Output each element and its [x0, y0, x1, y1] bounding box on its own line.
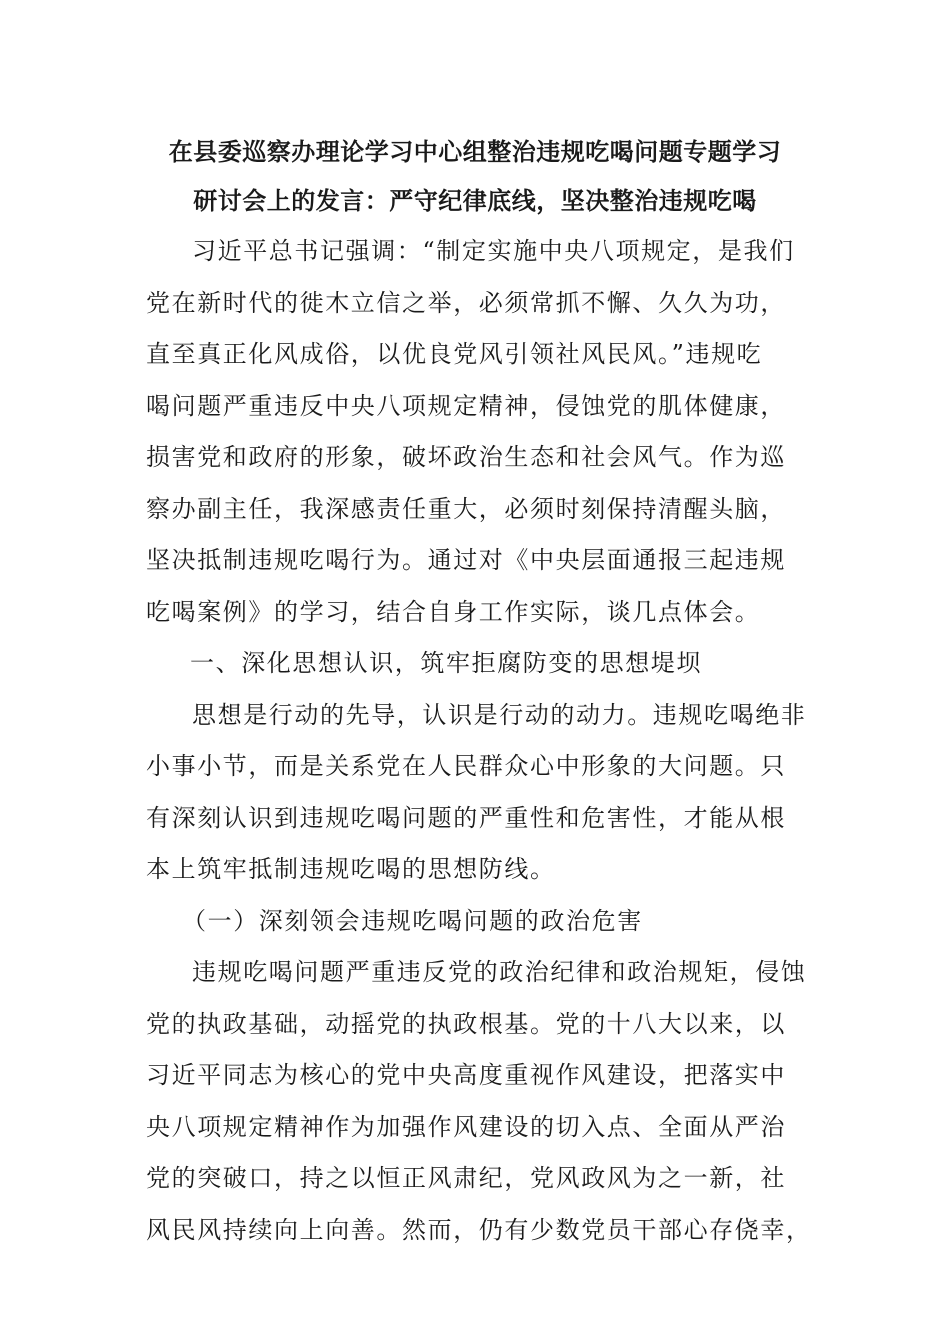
paragraph-2-line: 本上筑牢抵制违规吃喝的思想防线。: [146, 855, 556, 883]
document-body: [146, 226, 810, 1256]
paragraph-1-line: 喝问题严重违反中央八项规定精神，侵蚀党的肌体健康，: [146, 391, 786, 420]
paragraph-1-line: 吃喝案例》的学习，结合自身工作实际，谈几点体会。: [146, 597, 761, 626]
paragraph-1-line: 习近平总书记强调：“制定实施中央八项规定，是我们: [192, 237, 795, 265]
section-heading-1: 一、深化思想认识，筑牢拒腐防变的思想堤坝: [190, 649, 702, 677]
paragraph-3-line: 违规吃喝问题严重违反党的政治纪律和政治规矩，侵蚀: [192, 958, 807, 986]
paragraph-3-line: 央八项规定精神作为加强作风建设的切入点、全面从严治: [146, 1112, 786, 1141]
paragraph-2-line: 思想是行动的先导，认识是行动的动力。违规吃喝绝非: [192, 700, 807, 729]
subsection-heading-1: （一）深刻领会违规吃喝问题的政治危害: [182, 906, 643, 935]
paragraph-1-line: 党在新时代的徙木立信之举，必须常抓不懈、久久为功，: [146, 288, 786, 317]
paragraph-2-line: 小事小节，而是关系党在人民群众心中形象的大问题。只: [146, 752, 786, 780]
paragraph-1-line: 直至真正化风成俗，以优良党风引领社风民风。”违规吃: [146, 340, 763, 368]
paragraph-3-line: 习近平同志为核心的党中央高度重视作风建设，把落实中: [146, 1061, 786, 1089]
paragraph-3-line: 风民风持续向上向善。然而，仍有少数党员干部心存侥幸，: [146, 1215, 812, 1244]
paragraph-1-line: 损害党和政府的形象，破坏政治生态和社会风气。作为巡: [146, 443, 786, 471]
document-title-line-1: 在县委巡察办理论学习中心组整治违规吃喝问题专题学习: [168, 137, 782, 166]
paragraph-1-line: 坚决抵制违规吃喝行为。通过对《中央层面通报三起违规: [146, 546, 786, 574]
paragraph-1-line: 察办副主任，我深感责任重大，必须时刻保持清醒头脑，: [146, 494, 786, 523]
paragraph-3-line: 党的突破口，持之以恒正风肃纪，党风政风为之一新，社: [146, 1164, 786, 1192]
paragraph-2-line: 有深刻认识到违规吃喝问题的严重性和危害性，才能从根: [146, 803, 786, 832]
paragraph-3-line: 党的执政基础，动摇党的执政根基。党的十八大以来，以: [146, 1009, 786, 1038]
document-title-line-2: 研讨会上的发言：严守纪律底线，坚决整治违规吃喝: [193, 186, 757, 215]
